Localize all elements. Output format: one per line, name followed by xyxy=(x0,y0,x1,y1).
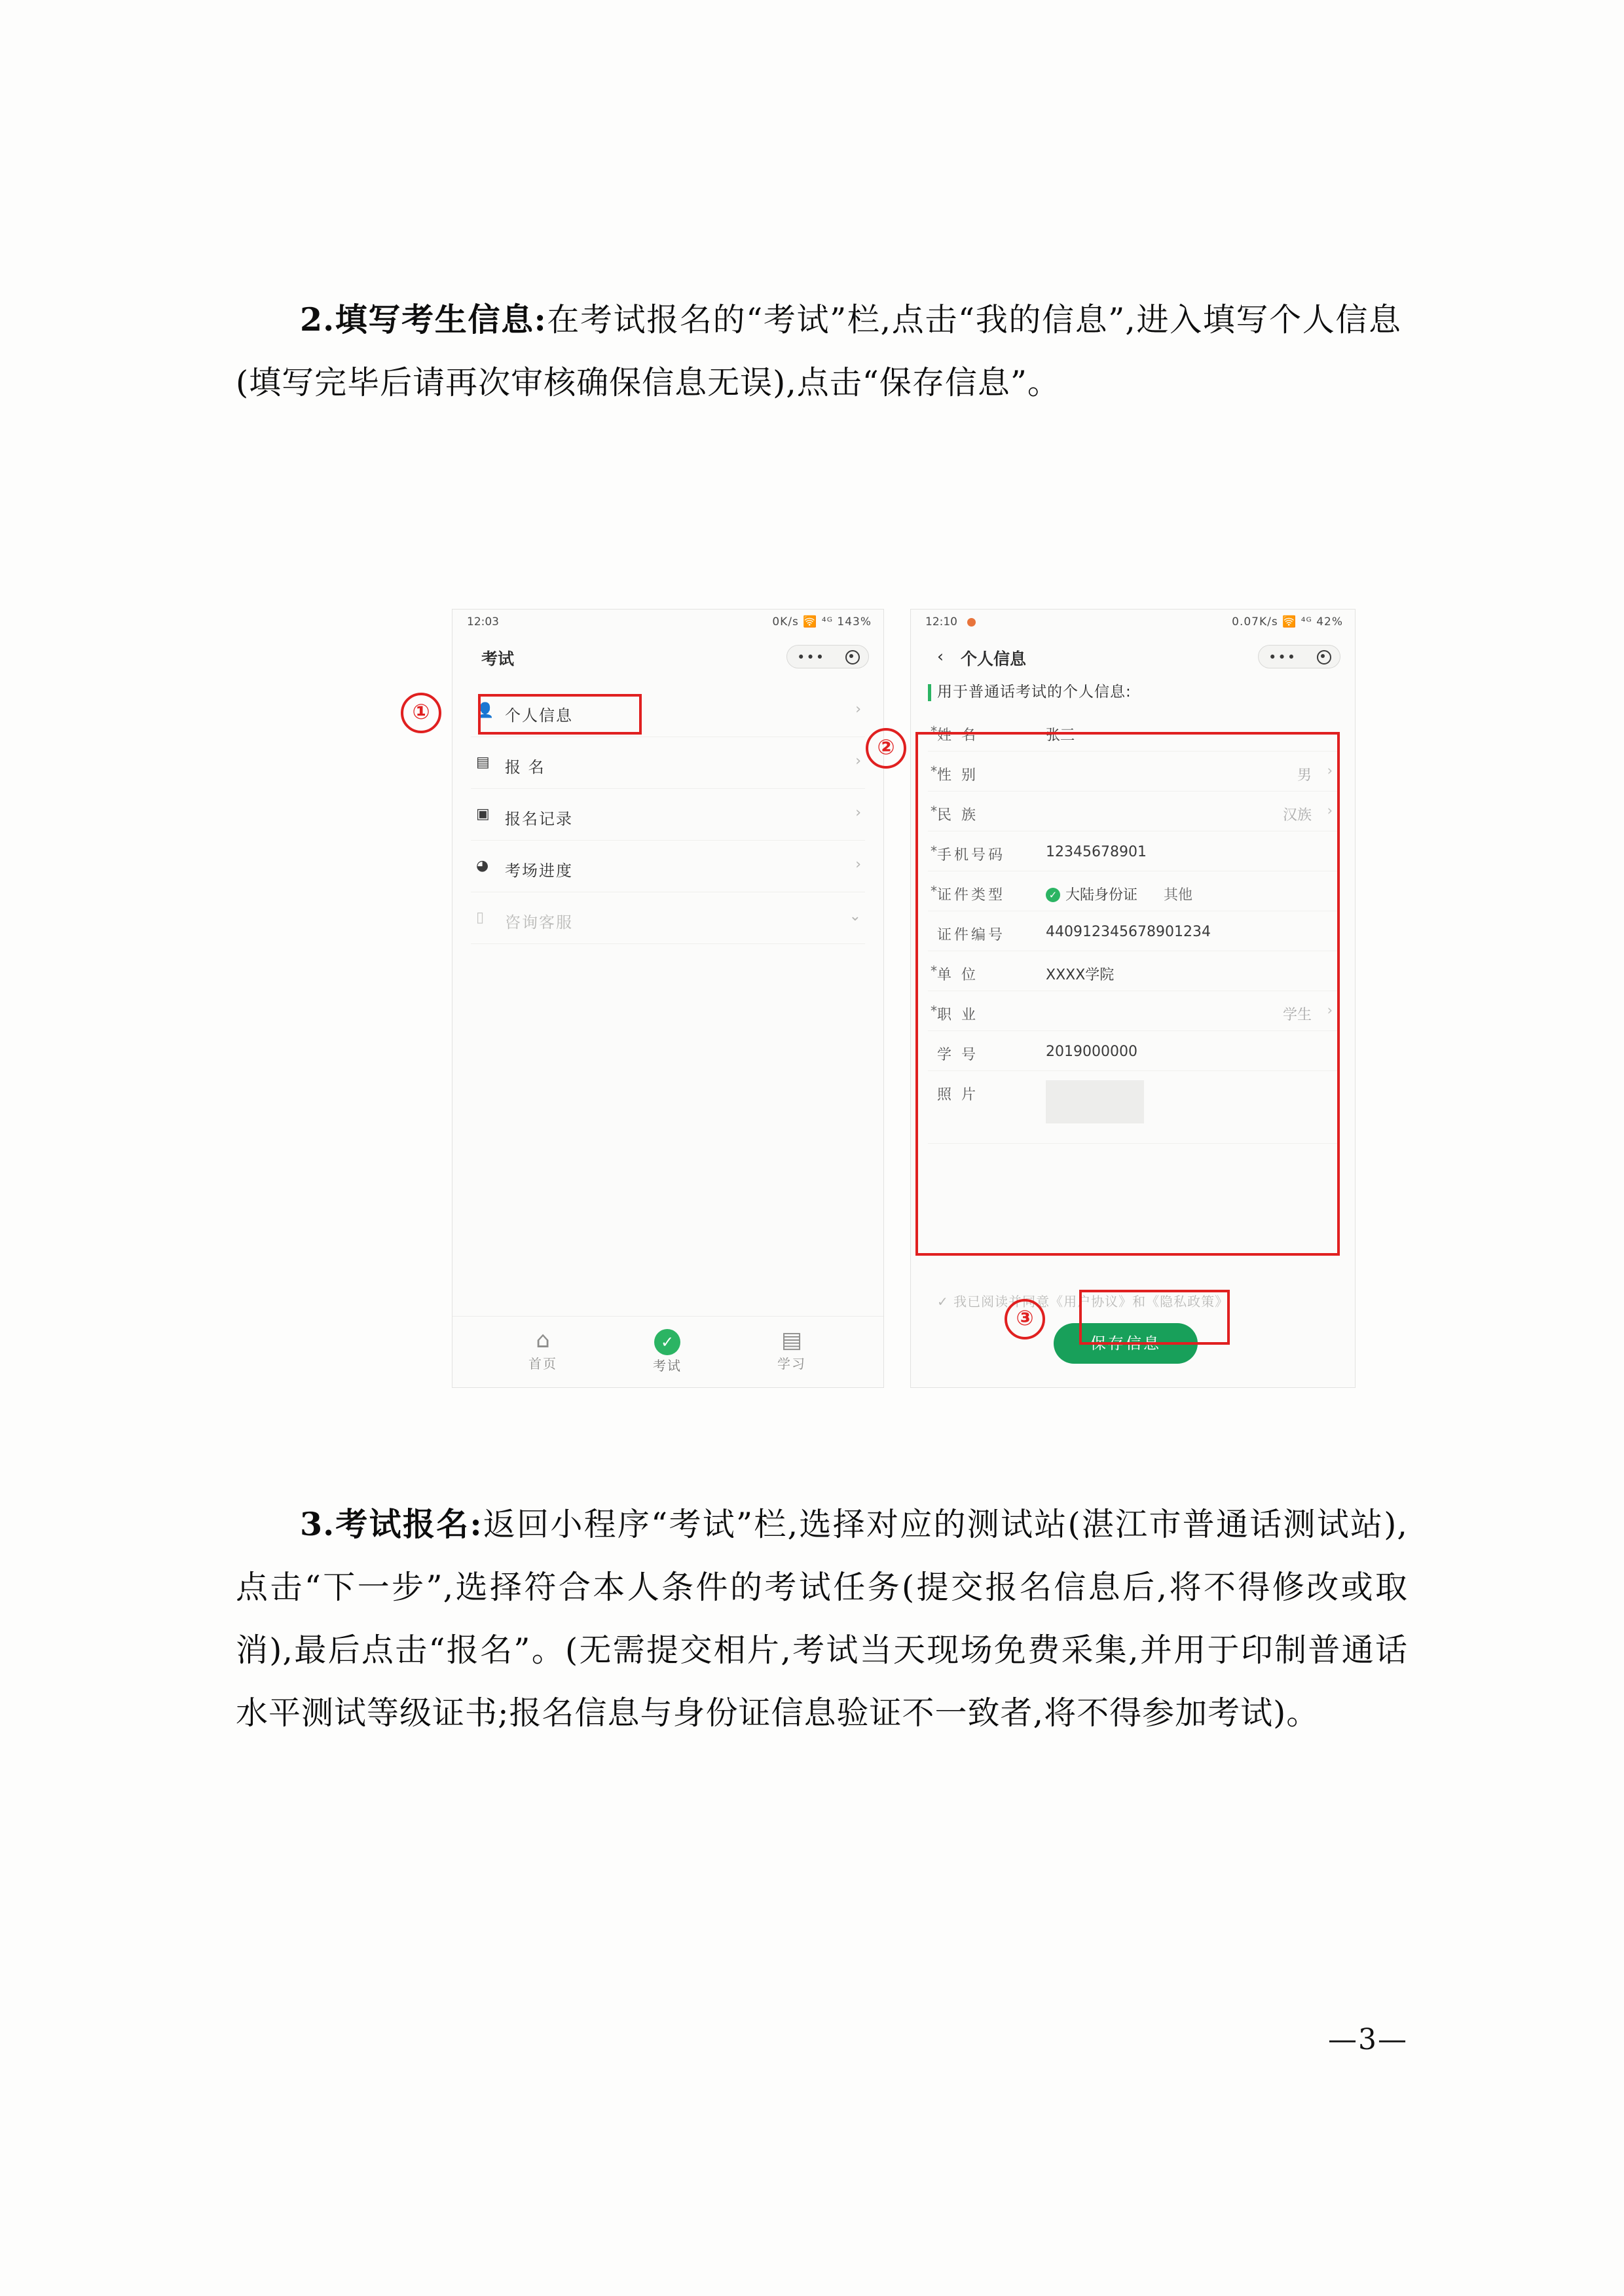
status-indicators: 0.07K/s 🛜 ⁴ᴳ 42% xyxy=(1232,615,1343,629)
menu-item-exam-progress[interactable] xyxy=(471,841,865,892)
annotation-marker-1: ① xyxy=(401,693,441,733)
chevron-right-icon: › xyxy=(1327,803,1333,818)
field-label: 单 位 xyxy=(937,967,978,983)
required-star: * xyxy=(931,1003,937,1019)
annotation-marker-2: ② xyxy=(866,728,906,769)
tab-label: 考试 xyxy=(653,1358,682,1374)
required-star: * xyxy=(931,883,937,899)
menu-item-label: 咨询客服 xyxy=(505,913,573,932)
field-label: 手机号码 xyxy=(937,847,1006,864)
required-star: * xyxy=(931,763,937,779)
paragraph-2-lead: 2.填写考生信息: xyxy=(300,301,547,338)
page-title-exam: 考试 xyxy=(481,649,515,668)
mini-program-capsule[interactable] xyxy=(785,645,869,667)
field-value[interactable]: 张三 xyxy=(1046,727,1075,744)
menu-item-label: 考场进度 xyxy=(505,862,573,880)
paragraph-3-lead: 3.考试报名: xyxy=(300,1505,483,1543)
paragraph-3-body: 返回小程序“考试”栏,选择对应的测试站(湛江市普通话测试站),点击“下一步”,选择符合本人条件的考试任务(提交报名信息后,将不得修改或取消),最后点击“报名”。(无需提交相片,考试当天现场免费采集,并用于印制普通话水平测试等级证书;报名信息与身份证信息验证不一致者,将不得参加考试)。 xyxy=(236,1506,1408,1732)
page-title-personal-info: 个人信息 xyxy=(961,649,1027,668)
target-icon[interactable] xyxy=(1317,650,1331,665)
personal-info-form xyxy=(928,712,1338,1144)
field-label: 证件类型 xyxy=(937,887,1006,903)
field-value[interactable]: 汉族 xyxy=(1282,807,1312,824)
menu-item-registration[interactable] xyxy=(471,737,865,789)
field-row-phone[interactable] xyxy=(928,831,1338,871)
required-star: * xyxy=(931,803,937,819)
page-number: —3— xyxy=(1328,2023,1408,2056)
status-time: 12:03 xyxy=(467,615,499,629)
study-icon: ▤ xyxy=(781,1327,803,1353)
person-icon: 👤 xyxy=(476,702,494,719)
field-value[interactable]: 12345678901 xyxy=(1046,844,1147,860)
nav-bar-left xyxy=(452,636,883,676)
paragraph-step-2 xyxy=(236,288,1401,414)
check-icon: ✓ xyxy=(1046,888,1060,902)
menu-item-personal-info[interactable] xyxy=(471,685,865,737)
menu-item-label: 报名记录 xyxy=(505,810,573,828)
field-label: 民 族 xyxy=(937,807,978,824)
field-value[interactable]: 学生 xyxy=(1282,1007,1312,1023)
screenshot-figure xyxy=(452,609,1356,1414)
field-label: 性 别 xyxy=(937,767,978,784)
record-icon: ▣ xyxy=(476,806,490,822)
field-label: 姓 名 xyxy=(937,727,978,744)
paragraph-step-3 xyxy=(236,1493,1408,1745)
field-label: 职 业 xyxy=(937,1007,978,1023)
tab-exam[interactable] xyxy=(628,1327,707,1374)
chevron-right-icon: › xyxy=(855,856,861,873)
clock-icon: ◕ xyxy=(476,858,489,874)
status-bar-right xyxy=(911,610,1355,636)
paragraph-2-body: 在考试报名的“考试”栏,点击“我的信息”,进入填写个人信息(填写完毕后请再次审核确保信息无误),点击“保存信息”。 xyxy=(236,301,1402,401)
back-icon[interactable]: ‹ xyxy=(937,647,944,666)
field-row-student-number[interactable] xyxy=(928,1031,1338,1071)
form-heading: 用于普通话考试的个人信息: xyxy=(911,680,1355,709)
menu-item-registration-record[interactable] xyxy=(471,789,865,841)
field-row-photo[interactable] xyxy=(928,1071,1338,1144)
chevron-down-icon: ⌄ xyxy=(849,908,861,924)
service-icon: ▯ xyxy=(476,909,485,926)
required-star: * xyxy=(931,843,937,859)
home-icon: ⌂ xyxy=(536,1327,550,1353)
more-dots-icon[interactable]: ••• xyxy=(1268,649,1297,665)
photo-placeholder[interactable] xyxy=(1046,1080,1144,1123)
annotation-marker-3: ③ xyxy=(1005,1299,1045,1339)
phone-screenshot-personal-info xyxy=(910,609,1356,1388)
required-star: * xyxy=(931,723,937,739)
tab-home[interactable] xyxy=(504,1327,582,1372)
field-value[interactable]: 440912345678901234 xyxy=(1046,924,1211,940)
field-row-name[interactable] xyxy=(928,712,1338,752)
menu-item-label: 个人信息 xyxy=(505,706,573,725)
exam-icon-circle: ✓ xyxy=(654,1329,680,1355)
field-label: 学 号 xyxy=(937,1047,978,1063)
field-label: 照 片 xyxy=(937,1087,978,1103)
field-row-id-number[interactable] xyxy=(928,911,1338,951)
phone-screenshot-exam-menu xyxy=(452,609,884,1388)
radio-label: 大陆身份证 xyxy=(1065,887,1138,903)
radio-option-mainland-id[interactable] xyxy=(1046,884,1137,904)
status-time: 12:10 xyxy=(925,615,957,629)
field-row-id-type[interactable] xyxy=(928,871,1338,911)
status-dot-icon xyxy=(967,618,976,627)
field-label: 证件编号 xyxy=(937,927,1006,943)
field-value[interactable]: 2019000000 xyxy=(1046,1044,1137,1060)
menu-item-label: 报 名 xyxy=(505,758,545,776)
target-icon[interactable] xyxy=(845,650,860,665)
mini-program-capsule[interactable] xyxy=(1257,645,1340,667)
field-row-ethnicity[interactable] xyxy=(928,792,1338,831)
chevron-right-icon: › xyxy=(855,753,861,769)
exam-menu-list xyxy=(452,685,883,944)
field-row-gender[interactable] xyxy=(928,752,1338,792)
tab-study[interactable] xyxy=(752,1327,831,1372)
field-row-organization[interactable] xyxy=(928,951,1338,991)
nav-bar-right xyxy=(911,636,1355,676)
field-value[interactable]: 男 xyxy=(1297,767,1312,784)
status-indicators: 0K/s 🛜 ⁴ᴳ 143% xyxy=(772,615,872,629)
more-dots-icon[interactable]: ••• xyxy=(797,649,826,665)
status-bar-left xyxy=(452,610,883,636)
chevron-right-icon: › xyxy=(1327,763,1333,778)
menu-item-customer-service[interactable] xyxy=(471,892,865,944)
chevron-right-icon: › xyxy=(1327,1002,1333,1018)
exam-icon xyxy=(628,1327,707,1355)
required-star: * xyxy=(931,963,937,979)
bottom-tab-bar xyxy=(452,1316,883,1387)
agreement-text[interactable]: ✓ 我已阅读并同意《用户协议》和《隐私政策》 xyxy=(937,1294,1229,1309)
field-row-occupation[interactable] xyxy=(928,991,1338,1031)
chevron-right-icon: › xyxy=(855,701,861,718)
tab-label: 首页 xyxy=(528,1356,557,1372)
save-info-button[interactable]: 保存信息 xyxy=(1054,1323,1198,1364)
field-value[interactable]: XXXX学院 xyxy=(1046,967,1115,983)
radio-option-other[interactable]: 其他 xyxy=(1164,887,1193,903)
chevron-right-icon: › xyxy=(855,805,861,821)
card-icon: ▤ xyxy=(476,754,490,771)
tab-label: 学习 xyxy=(777,1356,806,1372)
